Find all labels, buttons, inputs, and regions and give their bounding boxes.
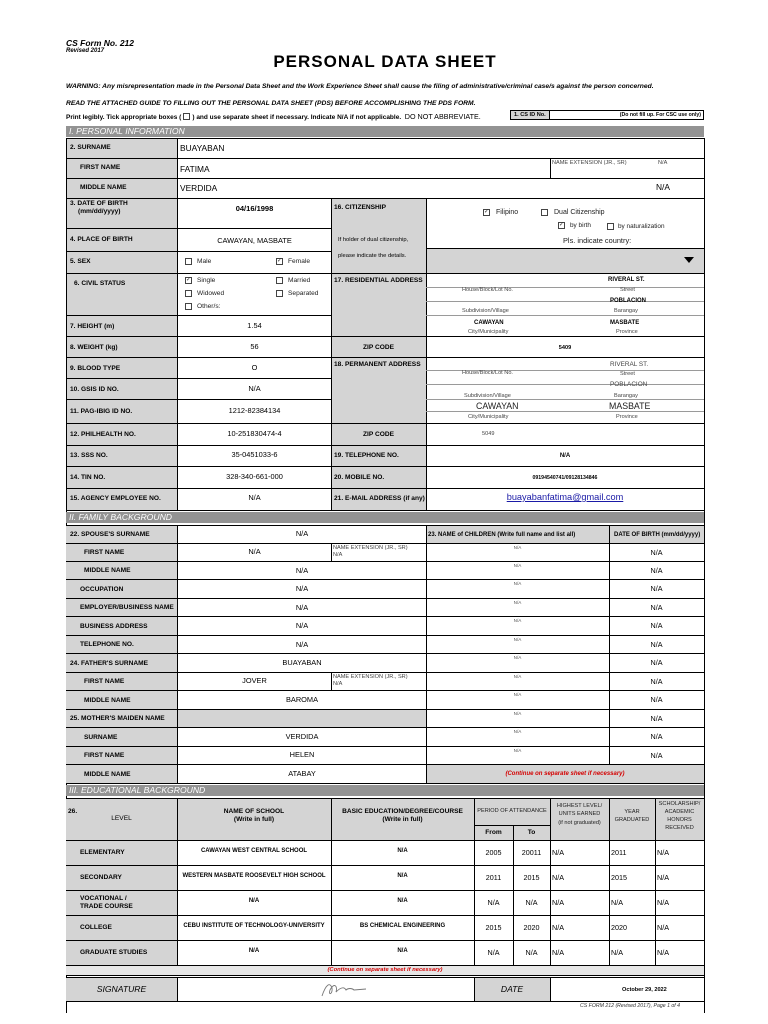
gsis-label: 10. GSIS ID NO. xyxy=(70,386,119,393)
warning-text: WARNING: Any misrepresentation made in the Personal Data Sheet and the Work Experience Sheet shall cause the filing of administrative/criminal case/s against the person concerned. xyxy=(66,83,654,90)
res-city-value[interactable]: CAWAYAN xyxy=(474,320,504,326)
perm-subdivision-sublabel: Subdivision/Village xyxy=(464,393,511,399)
child-name[interactable]: N/A xyxy=(513,600,522,605)
child-dob[interactable]: N/A xyxy=(650,621,663,630)
name-ext-label: NAME EXTENSION (JR., SR) xyxy=(552,160,627,166)
units-header-2: UNITS EARNED xyxy=(558,811,601,817)
children-dob-header: DATE OF BIRTH (mm/dd/yyyy) xyxy=(614,532,701,538)
business-telephone-value[interactable]: N/A xyxy=(295,640,309,649)
perm-street-sublabel: Street xyxy=(620,371,635,377)
female-checkbox[interactable]: ✓ xyxy=(277,258,283,264)
business-telephone-label: TELEPHONE NO. xyxy=(80,641,134,648)
res-city-sublabel: City/Municipality xyxy=(468,329,509,335)
married-checkbox[interactable] xyxy=(276,277,283,284)
honors-header-4: RECEIVED xyxy=(665,825,694,831)
res-barangay-value[interactable]: POBLACION xyxy=(610,298,646,304)
level-header: LEVEL xyxy=(111,815,132,822)
mother-surname-value[interactable]: VERDIDA xyxy=(285,732,319,741)
honors-received[interactable]: N/A xyxy=(657,923,669,932)
period-to-header: To xyxy=(527,829,536,836)
citizenship-label: 16. CITIZENSHIP xyxy=(334,204,387,211)
tin-label: 14. TIN NO. xyxy=(70,474,106,481)
honors-received[interactable]: N/A xyxy=(657,848,669,857)
child-name[interactable]: N/A xyxy=(513,563,522,568)
spouse-surname-label: 22. SPOUSE'S SURNAME xyxy=(70,531,150,538)
child-dob[interactable]: N/A xyxy=(650,695,663,704)
child-dob[interactable]: N/A xyxy=(650,751,663,760)
form-revision: Revised 2017 xyxy=(66,48,105,54)
course-name[interactable]: BS CHEMICAL ENGINEERING xyxy=(359,923,446,929)
year-graduated[interactable]: 2020 xyxy=(611,923,627,932)
mother-maiden-label: 25. MOTHER'S MAIDEN NAME xyxy=(70,715,165,722)
period-from[interactable]: 2005 xyxy=(485,848,502,857)
father-middle-label: MIDDLE NAME xyxy=(84,697,131,704)
widowed-checkbox[interactable] xyxy=(185,290,192,297)
male-label: Male xyxy=(197,258,212,265)
school-header-note: (Write in full) xyxy=(233,816,275,823)
mother-first-value[interactable]: HELEN xyxy=(289,750,315,759)
filipino-checkbox[interactable]: ✓ xyxy=(484,209,490,215)
sss-value[interactable]: 35-0451033-6 xyxy=(231,450,278,459)
res-barangay-sublabel: Barangay xyxy=(614,308,638,314)
male-checkbox[interactable] xyxy=(185,258,192,265)
surname-value[interactable]: BUAYABAN xyxy=(180,143,225,153)
year-graduated[interactable]: N/A xyxy=(611,898,623,907)
child-name[interactable]: N/A xyxy=(513,729,522,734)
units-earned[interactable]: N/A xyxy=(552,923,564,932)
perm-city-value[interactable]: CAWAYAN xyxy=(476,401,519,411)
period-to[interactable]: N/A xyxy=(525,898,538,907)
filipino-label: Filipino xyxy=(496,209,519,216)
education-level: COLLEGE xyxy=(80,924,112,931)
child-dob[interactable]: N/A xyxy=(650,566,663,575)
section-education-header: III. EDUCATIONAL BACKGROUND xyxy=(66,785,704,796)
sss-label: 13. SSS NO. xyxy=(70,452,108,459)
year-graduated[interactable]: 2015 xyxy=(611,873,627,882)
honors-received[interactable]: N/A xyxy=(657,873,669,882)
pob-value[interactable]: CAWAYAN, MASBATE xyxy=(217,236,292,245)
spouse-surname-value[interactable]: N/A xyxy=(295,529,309,538)
school-name[interactable]: N/A xyxy=(248,948,260,954)
perm-house-value[interactable]: RIVERAL ST. xyxy=(610,361,649,368)
dob-label: 3. DATE OF BIRTH xyxy=(70,200,128,207)
middle-name-label: MIDDLE NAME xyxy=(80,184,127,191)
period-from[interactable]: N/A xyxy=(487,948,500,957)
child-dob[interactable]: N/A xyxy=(650,732,663,741)
child-dob[interactable]: N/A xyxy=(650,714,663,723)
telephone-value[interactable]: N/A xyxy=(559,453,571,459)
perm-province-sublabel: Province xyxy=(616,414,638,420)
surname-label: 2. SURNAME xyxy=(70,144,111,151)
school-name[interactable]: CAWAYAN WEST CENTRAL SCHOOL xyxy=(200,848,308,854)
child-name[interactable]: N/A xyxy=(513,637,522,642)
other-status-checkbox[interactable] xyxy=(185,303,192,310)
sex-label: 5. SEX xyxy=(70,258,91,265)
res-zip-label: ZIP CODE xyxy=(362,344,395,351)
family-continue-note: (Continue on separate sheet if necessary) xyxy=(505,771,625,777)
child-name[interactable]: N/A xyxy=(513,692,522,697)
education-level: SECONDARY xyxy=(80,874,122,881)
dual-citizenship-label: Dual Citizenship xyxy=(554,209,605,216)
height-value[interactable]: 1.54 xyxy=(247,321,262,330)
school-name[interactable]: N/A xyxy=(248,898,260,904)
children-header: 23. NAME of CHILDREN (Write full name and list all) xyxy=(428,532,576,538)
honors-received[interactable]: N/A xyxy=(657,898,669,907)
child-dob[interactable]: N/A xyxy=(650,548,663,557)
pagibig-value[interactable]: 1212-82384134 xyxy=(228,406,281,415)
year-header-2: GRADUATED xyxy=(614,817,650,823)
spouse-first-value[interactable]: N/A xyxy=(248,547,261,556)
child-name[interactable]: N/A xyxy=(513,711,522,716)
mother-first-label: FIRST NAME xyxy=(84,752,125,759)
course-header: BASIC EDUCATION/DEGREE/COURSE xyxy=(342,808,463,815)
page-footer: CS FORM 212 (Revised 2017), Page 1 of 4 xyxy=(580,1003,681,1009)
period-to[interactable]: 2015 xyxy=(523,873,540,882)
father-surname-label: 24. FATHER'S SURNAME xyxy=(70,660,149,667)
first-name-label: FIRST NAME xyxy=(80,164,121,171)
blood-type-label: 9. BLOOD TYPE xyxy=(70,365,121,372)
mother-middle-value[interactable]: ATABAY xyxy=(288,769,316,778)
education-level: ELEMENTARY xyxy=(80,849,125,856)
res-house-sublabel: House/Block/Lot No. xyxy=(462,287,513,293)
business-address-value[interactable]: N/A xyxy=(295,621,309,630)
father-ext-value[interactable]: N/A xyxy=(333,681,343,687)
tick-box-sample xyxy=(183,113,190,120)
cs-id-label: 1. CS ID No. xyxy=(510,110,550,120)
spouse-first-label: FIRST NAME xyxy=(84,549,125,556)
education-level-2: TRADE COURSE xyxy=(80,903,133,910)
other-status-label: Other/s: xyxy=(197,303,221,310)
gsis-value[interactable]: N/A xyxy=(248,384,261,393)
perm-zip-label: ZIP CODE xyxy=(362,431,395,438)
spouse-ext-value[interactable]: N/A xyxy=(333,552,343,558)
school-name[interactable]: CEBU INSTITUTE OF TECHNOLOGY-UNIVERSITY xyxy=(183,923,325,929)
single-label: Single xyxy=(197,277,216,284)
res-subdivision-sublabel: Subdivision/Village xyxy=(462,308,509,314)
res-house-value[interactable]: RIVERAL ST. xyxy=(608,277,645,283)
mobile-value[interactable]: 09194540741/09128134846 xyxy=(532,475,598,481)
label-column-bg-2 xyxy=(331,198,426,510)
period-header: PERIOD OF ATTENDANCE xyxy=(477,808,547,814)
child-name[interactable]: N/A xyxy=(513,674,522,679)
dual-note-2: please indicate the details. xyxy=(338,253,407,259)
email-value[interactable]: buayabanfatima@gmail.com xyxy=(506,492,624,502)
by-naturalization-checkbox[interactable] xyxy=(607,223,614,230)
country-prompt: Pls. indicate country: xyxy=(563,236,632,245)
perm-barangay-value[interactable]: POBLACION xyxy=(610,381,648,388)
course-header-note: (Write in full) xyxy=(382,816,423,823)
date-value[interactable]: October 29, 2022 xyxy=(622,987,667,993)
single-checkbox[interactable]: ✓ xyxy=(186,277,192,283)
chevron-down-icon[interactable] xyxy=(684,257,694,263)
units-header-3: (if not graduated) xyxy=(558,820,601,826)
agency-employee-value[interactable]: N/A xyxy=(248,493,261,502)
employer-label: EMPLOYER/BUSINESS NAME xyxy=(80,604,174,611)
child-dob[interactable]: N/A xyxy=(650,603,663,612)
school-name[interactable]: WESTERN MASBATE ROOSEVELT HIGH SCHOOL xyxy=(182,873,326,879)
residential-address-label: 17. RESIDENTIAL ADDRESS xyxy=(334,277,423,284)
cs-id-field: (Do not fill up. For CSC use only) xyxy=(550,110,704,120)
read-guide-text: READ THE ATTACHED GUIDE TO FILLING OUT THE PERSONAL DATA SHEET (PDS) BEFORE ACCOMPLISHING THE PDS FORM. xyxy=(66,100,476,107)
by-naturalization-label: by naturalization xyxy=(618,223,665,230)
philhealth-value[interactable]: 10-251830474-4 xyxy=(227,429,282,438)
country-dropdown[interactable] xyxy=(426,248,704,273)
first-name-value[interactable]: FATIMA xyxy=(180,164,210,174)
height-label: 7. HEIGHT (m) xyxy=(70,323,115,330)
period-to[interactable]: 2020 xyxy=(523,923,540,932)
married-label: Married xyxy=(288,277,311,284)
spouse-middle-value[interactable]: N/A xyxy=(295,566,309,575)
year-graduated[interactable]: 2011 xyxy=(611,848,627,857)
female-label: Female xyxy=(288,258,310,265)
form-number: CS Form No. 212 xyxy=(66,38,135,48)
name-ext-value[interactable]: N/A xyxy=(658,160,668,166)
telephone-label: 19. TELEPHONE NO. xyxy=(334,452,399,459)
by-birth-checkbox[interactable]: ✓ xyxy=(559,222,565,228)
philhealth-label: 12. PHILHEALTH NO. xyxy=(70,431,136,438)
school-header: NAME OF SCHOOL xyxy=(223,808,285,815)
honors-header-3: HONORS xyxy=(667,817,692,823)
occupation-label: OCCUPATION xyxy=(80,586,124,593)
employer-value[interactable]: N/A xyxy=(295,603,309,612)
widowed-label: Widowed xyxy=(197,290,225,297)
honors-header-2: ACADEMIC xyxy=(664,809,695,815)
separated-label: Separated xyxy=(288,290,319,297)
tin-value[interactable]: 328-340-661-000 xyxy=(226,472,283,481)
signature-label: SIGNATURE xyxy=(96,984,147,994)
section-personal-info-header: I. PERSONAL INFORMATION xyxy=(66,126,704,137)
civil-status-label: 6. CIVIL STATUS xyxy=(74,280,126,287)
course-name[interactable]: N/A xyxy=(397,873,408,879)
period-to[interactable]: N/A xyxy=(525,948,538,957)
separated-checkbox[interactable] xyxy=(276,290,283,297)
middle-name-value[interactable]: VERDIDA xyxy=(180,183,218,193)
perm-house-sublabel: House/Block/Lot No. xyxy=(462,370,513,376)
weight-label: 8. WEIGHT (kg) xyxy=(70,344,118,351)
pagibig-label: 11. PAG-IBIG ID NO. xyxy=(70,408,133,415)
perm-zip-value[interactable]: 5049 xyxy=(482,431,495,437)
business-address-label: BUSINESS ADDRESS xyxy=(80,623,148,630)
date-label: DATE xyxy=(500,984,524,994)
res-province-sublabel: Province xyxy=(616,329,638,335)
father-first-label: FIRST NAME xyxy=(84,678,125,685)
period-from[interactable]: 2015 xyxy=(485,923,502,932)
units-earned[interactable]: N/A xyxy=(552,898,564,907)
year-header-1: YEAR xyxy=(624,809,640,815)
father-surname-value[interactable]: BUAYABAN xyxy=(282,658,322,667)
units-earned[interactable]: N/A xyxy=(552,848,564,857)
period-from[interactable]: N/A xyxy=(487,898,500,907)
occupation-value[interactable]: N/A xyxy=(295,584,309,593)
by-birth-label: by birth xyxy=(570,222,591,229)
middle-name-na: N/A xyxy=(656,182,670,192)
education-item-number: 26. xyxy=(68,808,78,815)
perm-province-value[interactable]: MASBATE xyxy=(609,401,651,411)
res-street-sublabel: Street xyxy=(620,287,635,293)
units-earned[interactable]: N/A xyxy=(552,873,564,882)
education-continue-note: (Continue on separate sheet if necessary) xyxy=(327,967,443,973)
honors-received[interactable]: N/A xyxy=(657,948,669,957)
section-family-header: II. FAMILY BACKGROUND xyxy=(66,512,704,523)
child-name[interactable]: N/A xyxy=(513,748,522,753)
honors-header-1: SCHOLARSHIP/ xyxy=(658,801,701,807)
father-first-value[interactable]: JOVER xyxy=(242,676,267,685)
child-dob[interactable]: N/A xyxy=(650,584,663,593)
father-ext-label: NAME EXTENSION (JR., SR) xyxy=(333,674,408,680)
child-dob[interactable]: N/A xyxy=(650,677,663,686)
father-middle-value[interactable]: BAROMA xyxy=(285,695,319,704)
period-from[interactable]: 2011 xyxy=(485,873,502,882)
units-earned[interactable]: N/A xyxy=(552,948,564,957)
course-name[interactable]: N/A xyxy=(397,848,408,854)
period-to[interactable]: 20011 xyxy=(521,848,542,857)
weight-value[interactable]: 56 xyxy=(250,342,259,351)
permanent-address-label: 18. PERMANENT ADDRESS xyxy=(334,361,421,368)
mobile-label: 20. MOBILE NO. xyxy=(334,474,385,481)
res-zip-value[interactable]: 5409 xyxy=(558,345,572,351)
child-dob[interactable]: N/A xyxy=(650,658,663,667)
pob-label: 4. PLACE OF BIRTH xyxy=(70,236,133,243)
child-dob[interactable]: N/A xyxy=(650,640,663,649)
perm-barangay-sublabel: Barangay xyxy=(614,393,638,399)
perm-city-sublabel: City/Municipality xyxy=(468,414,509,420)
dob-value[interactable]: 04/16/1998 xyxy=(235,204,274,213)
instructions-text: Print legibly. Tick appropriate boxes ( ) and use separate sheet if necessary. Indicate N/A if not applicable. DO NOT ABBREVIATE. xyxy=(66,112,481,121)
signature-scribble xyxy=(318,978,370,1000)
child-name[interactable]: N/A xyxy=(513,618,522,623)
res-province-value[interactable]: MASBATE xyxy=(610,320,640,326)
education-level: GRADUATE STUDIES xyxy=(80,949,148,956)
child-name[interactable]: N/A xyxy=(513,545,522,550)
email-label: 21. E-MAIL ADDRESS (if any) xyxy=(334,495,425,502)
child-name[interactable]: N/A xyxy=(513,655,522,660)
spouse-middle-label: MIDDLE NAME xyxy=(84,567,131,574)
mother-middle-label: MIDDLE NAME xyxy=(84,771,131,778)
education-level: VOCATIONAL / xyxy=(80,895,127,902)
units-header-1: HIGHEST LEVEL/ xyxy=(556,803,603,809)
page-title: PERSONAL DATA SHEET xyxy=(273,52,497,71)
year-graduated[interactable]: N/A xyxy=(611,948,623,957)
blood-type-value[interactable]: O xyxy=(251,363,258,372)
mother-surname-label: SURNAME xyxy=(84,734,118,741)
dob-format-label: (mm/dd/yyyy) xyxy=(78,208,121,215)
course-name[interactable]: N/A xyxy=(397,898,408,904)
family-label-bg xyxy=(66,525,177,783)
child-name[interactable]: N/A xyxy=(513,581,522,586)
dual-citizenship-checkbox[interactable] xyxy=(541,209,548,216)
spouse-ext-label: NAME EXTENSION (JR., SR) xyxy=(333,545,408,551)
course-name[interactable]: N/A xyxy=(397,948,408,954)
period-from-header: From xyxy=(485,829,502,836)
agency-employee-label: 15. AGENCY EMPLOYEE NO. xyxy=(70,495,161,502)
dual-note-1: If holder of dual citizenship, xyxy=(338,237,409,243)
